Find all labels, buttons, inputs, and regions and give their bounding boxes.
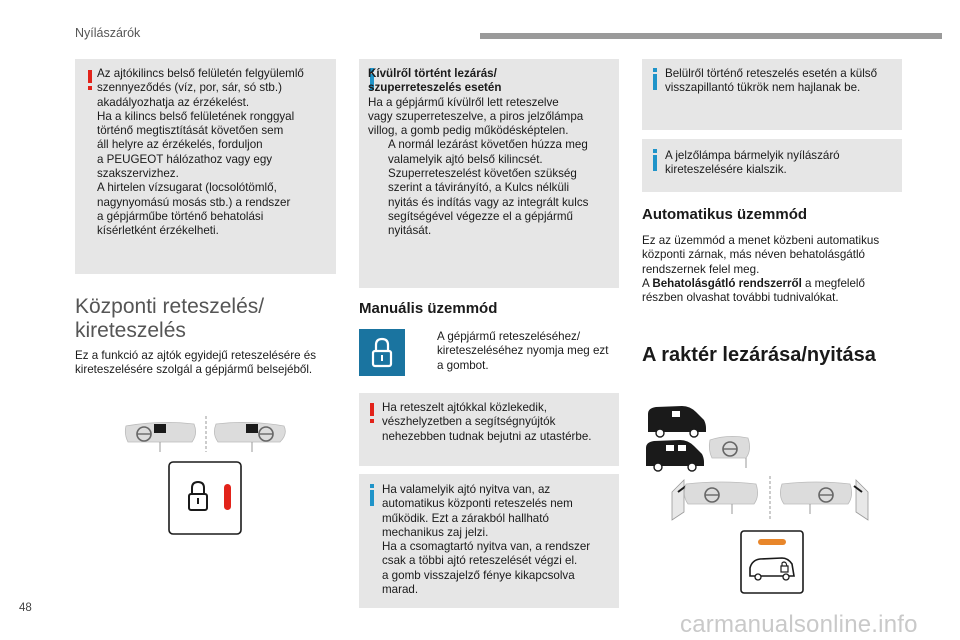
page-header-title: Nyílászárók bbox=[75, 26, 141, 40]
page-number: 48 bbox=[19, 602, 32, 614]
manual-mode-instruction: A gépjármű reteszeléséhez/ kireteszeléséhez nyomja meg ezt a gombot. bbox=[437, 330, 609, 372]
van-icon bbox=[646, 440, 704, 471]
info-text-door-open: Ha valamelyik ajtó nyitva van, az automatikus központi reteszelés nem működik. Ezt a zárakból hallható mechanikus zaj jelzi. Ha a csomagtartó nyitva van, a rendszer csak a többi ajtó reteszelését végzi el. a gomb visszajelző fénye kikapcsolva marad. bbox=[382, 483, 591, 597]
right-dashboard-icon bbox=[214, 422, 285, 452]
section-title-central-locking: Központi reteszelés/ kireteszelés bbox=[75, 295, 265, 342]
dashboard-icon bbox=[709, 436, 749, 468]
manual-mode-title: Manuális üzemmód bbox=[359, 300, 498, 317]
header-rule bbox=[480, 33, 942, 39]
info-icon bbox=[653, 149, 657, 171]
central-locking-illustration bbox=[120, 412, 300, 537]
cargo-locking-title: A raktér lezárása/nyitása bbox=[642, 344, 876, 366]
warning-text-locked-doors: Ha reteszelt ajtókkal közlekedik, vészhelyzetben a segítségnyújtók nehezebben tudnak bejutni az utastérbe. bbox=[382, 401, 592, 443]
left-door-dashboard-icon bbox=[672, 480, 758, 520]
anti-intrusion-reference: Behatolásgátló rendszerről bbox=[652, 276, 802, 290]
auto-mode-title: Automatikus üzemmód bbox=[642, 206, 808, 223]
warning-text-sensor: Az ajtókilincs belső felületén felgyülemlő szennyeződés (víz, por, sár, só stb.) akadályozhatja az érzékelést. Ha a kilincs belső felületének ronggyal történő megtisztítását követően sem áll helyre az érzékelés, forduljon a PEUGEOT hálózathoz vagy egy szakszervizhez. A hirtelen vízsugarat (locsolótömlő, nagynyomású mosás stb.) a rendszer a gépjárműbe történő behatolási kísérletként érzékelheti. bbox=[97, 67, 304, 238]
info-icon bbox=[653, 68, 657, 90]
warning-icon bbox=[88, 70, 92, 90]
left-dashboard-icon bbox=[125, 422, 195, 452]
info-text-indicator: A jelzőlámpa bármelyik nyílászáró kireteszelésére kialszik. bbox=[665, 149, 840, 177]
manual-lock-button-image bbox=[359, 329, 405, 376]
warning-icon bbox=[370, 403, 374, 423]
lock-icon bbox=[359, 329, 405, 376]
info-text-external-lock: Kívülről történt lezárás/ szuperreteszelés esetén Ha a gépjármű kívülről lett reteszelve vagy szuperreteszelve, a piros jelzőlámpa villog, a gomb pedig működésképtelen. A normál lezárást követően húzza meg valamelyik ajtó belső kilincsét. Szuperreteszelést követően szükség szerint a távirányító, a Kulcs nélküli nyitás és indítás vagy az integrált kulcs segítségével végezze el a gépjármű nyitását. bbox=[368, 67, 589, 238]
info-icon bbox=[370, 484, 374, 506]
central-locking-description: Ez a funkció az ajtók egyidejű reteszelésére és kireteszelésére szolgál a gépjármű belsejéből. bbox=[75, 349, 317, 377]
watermark: carmanualsonline.info bbox=[680, 611, 918, 638]
info-text-mirrors: Belülről történő reteszelés esetén a külső visszapillantó tükrök nem hajlanak be. bbox=[665, 67, 878, 95]
cargo-locking-illustration bbox=[642, 400, 882, 600]
auto-mode-description: Ez az üzemmód a menet közbeni automatikus központi zárnak, más néven behatolásgátló rendszernek felel meg. A Behatolásgátló rendszerről a megfelelő részben olvashat további tudnivalókat. bbox=[642, 234, 880, 305]
right-door-dashboard-icon bbox=[780, 480, 868, 520]
van-icon bbox=[648, 406, 706, 437]
